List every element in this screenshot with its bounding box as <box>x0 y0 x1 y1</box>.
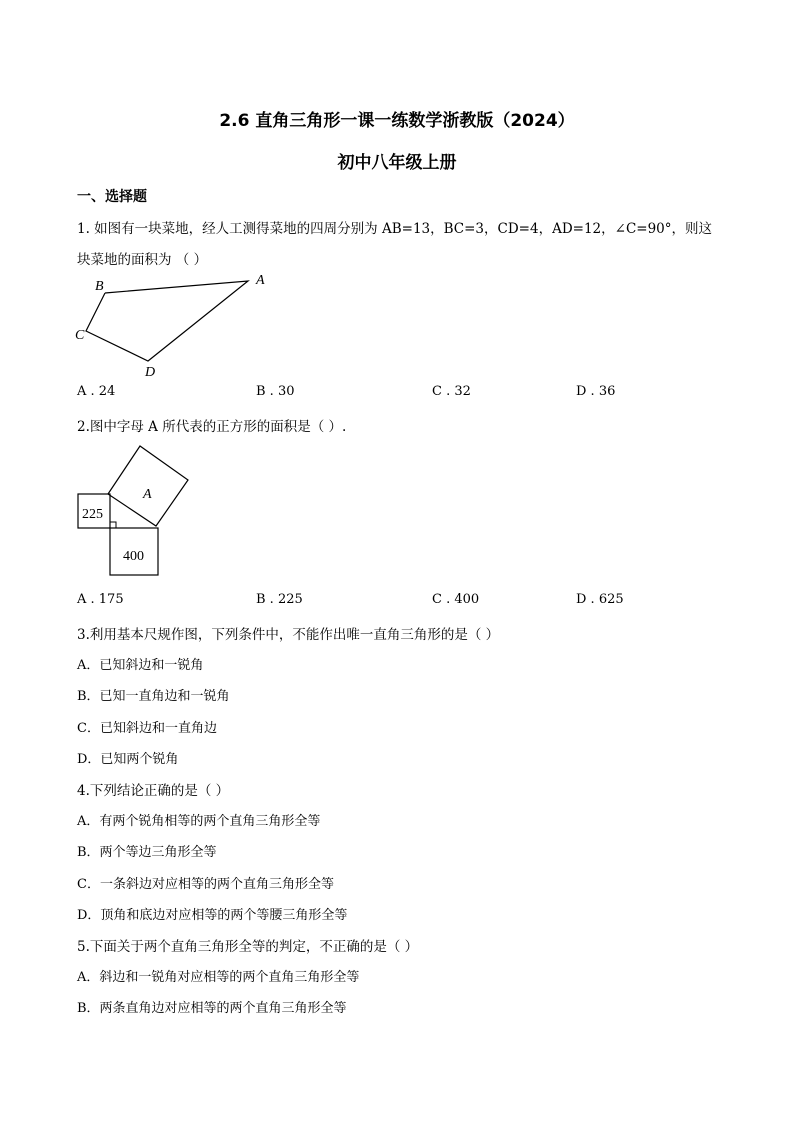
quadrilateral-outline <box>86 281 248 361</box>
option-a[interactable]: A．已知斜边和一锐角 <box>77 658 204 673</box>
option-b[interactable]: B．已知一直角边和一锐角 <box>77 689 230 704</box>
question-1-stem: 1. 如图有一块菜地，经人工测得菜地的四周分别为 AB=13，BC=3，CD=4，AD=12，∠C=90°，则这 <box>77 221 713 237</box>
option-a[interactable]: A . 24 <box>77 384 116 399</box>
question-4-stem: 4.下列结论正确的是（ ） <box>77 783 230 799</box>
option-d[interactable]: D . 625 <box>576 592 624 607</box>
vertex-label-a: A <box>256 273 265 288</box>
label-a: A <box>143 487 152 502</box>
vertex-label-b: B <box>95 279 104 294</box>
option-d[interactable]: D．顶角和底边对应相等的两个等腰三角形全等 <box>77 908 348 923</box>
option-c[interactable]: C．已知斜边和一直角边 <box>77 721 217 736</box>
question-2-stem: 2.图中字母 A 所代表的正方形的面积是（ ）. <box>77 419 347 435</box>
option-c[interactable]: C . 32 <box>432 384 471 399</box>
option-d[interactable]: D . 36 <box>576 384 616 399</box>
option-c[interactable]: C . 400 <box>432 592 480 607</box>
option-d[interactable]: D．已知两个锐角 <box>77 752 179 767</box>
page-subtitle: 初中八年级上册 <box>337 153 457 173</box>
squares-figure <box>70 440 200 580</box>
page-title: 2.6 直角三角形一课一练数学浙教版（2024） <box>219 111 575 131</box>
option-a[interactable]: A．有两个锐角相等的两个直角三角形全等 <box>77 814 321 829</box>
label-225: 225 <box>82 507 103 522</box>
quadrilateral-figure <box>70 268 280 380</box>
square-a <box>108 446 188 526</box>
section-heading: 一、选择题 <box>77 189 147 205</box>
option-c[interactable]: C．一条斜边对应相等的两个直角三角形全等 <box>77 877 334 892</box>
option-a[interactable]: A．斜边和一锐角对应相等的两个直角三角形全等 <box>77 970 360 985</box>
option-a[interactable]: A . 175 <box>77 592 124 607</box>
option-b[interactable]: B . 225 <box>256 592 303 607</box>
question-3-stem: 3.利用基本尺规作图，下列条件中，不能作出唯一直角三角形的是（ ） <box>77 627 500 643</box>
label-400: 400 <box>123 549 144 564</box>
option-b[interactable]: B．两个等边三角形全等 <box>77 845 217 860</box>
vertex-label-d: D <box>145 365 156 380</box>
vertex-label-c: C <box>75 328 85 343</box>
right-angle-mark <box>110 522 116 528</box>
question-1-stem-cont: 块菜地的面积为 （ ） <box>77 252 208 268</box>
option-b[interactable]: B．两条直角边对应相等的两个直角三角形全等 <box>77 1001 347 1016</box>
option-b[interactable]: B . 30 <box>256 384 295 399</box>
question-5-stem: 5.下面关于两个直角三角形全等的判定，不正确的是（ ） <box>77 939 419 955</box>
